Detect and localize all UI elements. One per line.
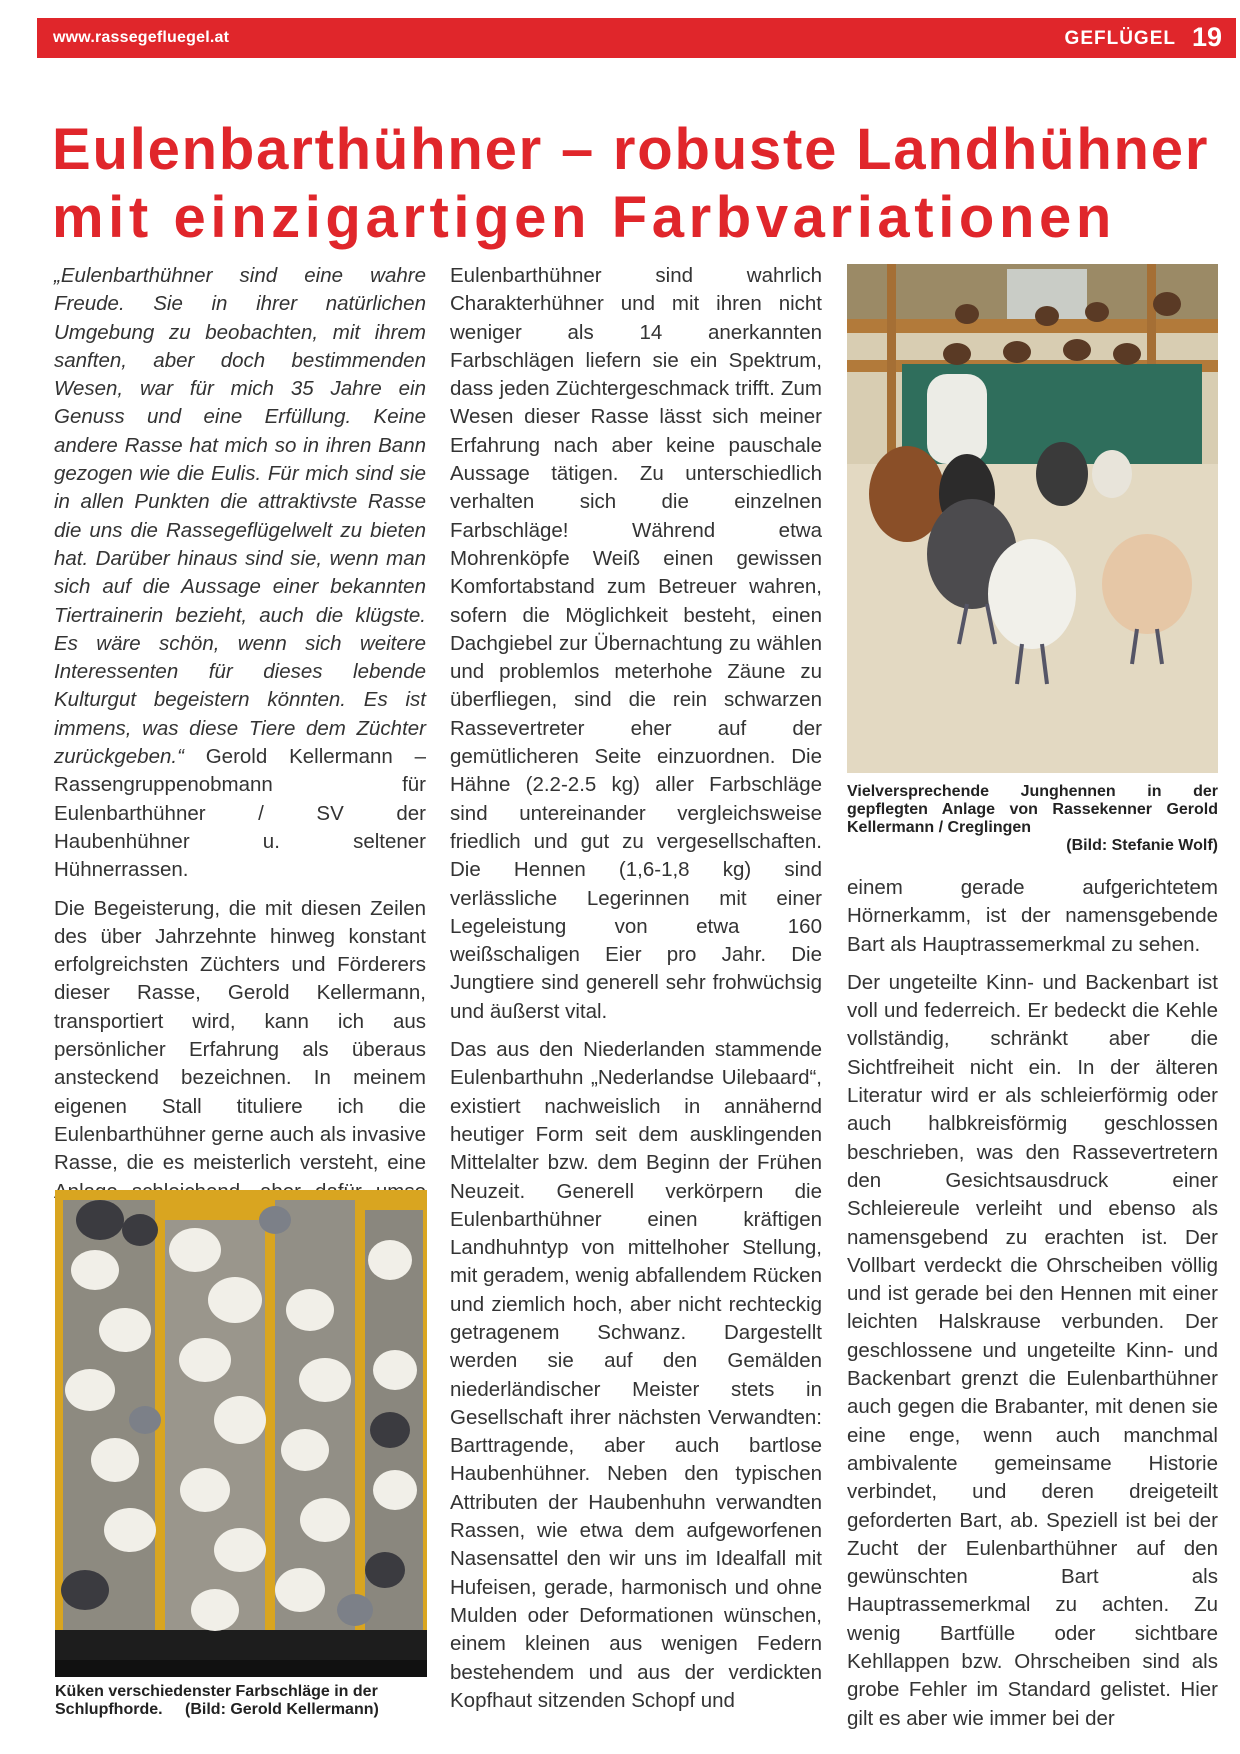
- hens-photo-caption: [847, 783, 1218, 855]
- quote-attribution: Gerold Kellermann – Rassengruppenobmann für Eulenbarthühner / SV der Haubenhühner u. seltener Hühnerrassen.: [54, 745, 426, 882]
- article-column-3: [847, 874, 1218, 1743]
- intro-quote: „Eulenbarthühner sind eine wahre Freude. Sie in ihrer natürlichen Umgebung zu beobachten, mit ihrem sanften, aber doch bestimmenden Wesen, war für mich 35 Jahre ein Genuss und eine Erfüllung. Keine andere Rasse hat mich so in ihren Bann gezogen wie die Eulis. Für mich sind sie in allen Punkten die attraktivste Rasse die uns die Rassegeflügelwelt zu bieten hat. Darüber hinaus sind sie, wenn man sich auf die Aussage einer bekannten Tiertrainerin bezieht, auch die klügste. Es wäre schön, wenn sich weitere Interessenten für dieses lebende Kulturgut begeistern könnten. Es ist immens, was diese Tiere dem Züchter zurückgeben.“: [54, 264, 426, 769]
- body-paragraph: Der ungeteilte Kinn- und Backenbart ist voll und federreich. Er bedeckt die Kehle vollständig, schränkt aber die Sichtfreiheit nicht ein. In der älteren Literatur wird er als schleierförmig oder auch halbkreisförmig geschlossen beschrieben, was den Rassevertretern den Gesichtsausdruck einer Schleiereule verleiht und ebenso als namensgebend zu erachten ist. Der Vollbart verdeckt die Ohrscheiben völlig und ist gerade bei den Hennen mit einer leichten Halskrause verbunden. Der geschlossene und ungeteilte Kinn- und Backenbart grenzt die Eulenbarthühner auch gegen die Brabanter, mit denen sie eine enge, wenn auch manchmal ambivalente gemeinsame Historie verbindet, und deren dreigeteilt geforderten Bart, ab. Speziell ist bei der Zucht der Eulenbarthühner auf den gewünschten Bart als Hauptrassemerkmal zu achten. Zu wenig Bartfülle oder sichtbare Kehllappen bzw. Ohrscheiben sind als grobe Fehler im Standard gelistet. Hier gilt es aber wie immer bei der: [847, 970, 1218, 1730]
- chicks-caption-text: Küken verschiedenster Farbschläge in der Schlupfhorde.: [55, 1683, 378, 1718]
- chicks-photo-caption: [55, 1683, 427, 1719]
- body-paragraph: Die Begeisterung, die mit diesen Zeilen des über Jahrzehnte hinweg konstant erfolgreichsten Züchters und Förderers dieser Rasse, Gerold Kellermann, transportiert wird, kann ich aus persönlicher Erfahrung als überaus ansteckend bezeichnen. In meinem eigenen Stall tituliere ich die Eulenbarthühner gerne auch als invasive Rasse, die es meisterlich versteht, eine: [54, 896, 426, 1175]
- article-column-1: [54, 262, 426, 1244]
- page-number: 19: [1191, 22, 1222, 52]
- body-paragraph: Eulenbarthühner sind wahrlich Charakterhühner und mit ihren nicht weniger als 14 anerkannten Farbschlägen liefern sie ein Spektrum, dass jeden Züchtergeschmack trifft. Zum Wesen dieser Rasse lässt sich meiner Erfahrung nach aber keine pauschale Aussage tätigen. Zu unterschiedlich verhalten sich die einzelnen Farbschläge! Während etwa Mohrenköpfe Weiß einen gewissen Komfortabstand zum Betreuer wahren, sofern die Möglichkeit besteht, einen Dachgiebel zur Übernachtung zu wählen und problemlos meterhohe Zäune zu überfliegen, sind die rein schwarzen Rassevertreter eher auf der gemütlicheren Seite einzuordnen. Die Hähne (2.2-2.5 kg) aller Farbschläge sind untereinander vergleichsweise friedlich und gut zu vergesellschaften. Die Hennen (1,6-1,8 kg) sind verlässliche Legerinnen mit einer Legeleistung von etwa 160 weißschaligen Eier pro Jahr. Die Jungtiere sind generell sehr frohwüchsig und äußerst vital.: [450, 264, 822, 1023]
- hens-photo: [847, 264, 1218, 773]
- headline-line-2: mit einzigartigen Farbvariationen: [52, 185, 1116, 250]
- hens-caption-credit: (Bild: Stefanie Wolf): [1066, 837, 1218, 854]
- body-paragraph: Das aus den Niederlanden stammende Eulenbarthuhn „Nederlandse Uilebaard“, existiert nachweislich in annähernd heutiger Form seit dem ausklingenden Mittelalter bzw. dem Beginn der Frühen Neuzeit. Generell verkörpern die Eulenbarthühner einen kräftigen Landhuhntyp von mittelhoher Stellung, mit geradem, wenig abfallendem Rücken und ziemlich hoch, aber nicht rechteckig getragenem Schwanz. Dargestellt werden sie auf den Gemälden niederländischer Meister stets in Gesellschaft ihrer nächsten Verwandten: Barttragende, aber auch bartlose Haubenhühner. Neben den typischen Attributen der Haubenhuhn verwandten Rassen, wie etwa dem aufgeworfenen Nasensattel den wir uns im Idealfall mit Hufeisen, gerade, harmonisch und ohne Mulden oder Deformationen wünschen, einem kleinen aus wenigen Federn bestehendem und aus der verdickten Kopfhaut sitzenden Schopf und: [450, 1038, 822, 1712]
- site-url[interactable]: www.rassegefluegel.at: [53, 29, 230, 46]
- article-headline: [52, 116, 1232, 252]
- chicks-caption-credit: (Bild: Gerold Kellermann): [185, 1701, 379, 1718]
- section-name: GEFLÜGEL: [1064, 28, 1176, 49]
- chicks-in-hatching-tray-image: [55, 1190, 427, 1677]
- young-hens-in-barn-image: [847, 264, 1218, 773]
- quote-paragraph: [54, 262, 426, 885]
- headline-line-1: Eulenbarthühner – robuste Landhühner: [52, 117, 1210, 182]
- body-paragraph: einem gerade aufgerichtetem Hörnerkamm, ist der namensgebende Bart als Hauptrassemerkmal zu sehen.: [847, 876, 1218, 956]
- chicks-photo: [55, 1190, 427, 1677]
- hens-caption-text: Vielversprechende Junghennen in der gepflegten Anlage von Rassekenner Gerold Kellermann / Creglingen: [847, 783, 1218, 836]
- article-column-2: [450, 262, 822, 1725]
- header-bar: [37, 18, 1236, 58]
